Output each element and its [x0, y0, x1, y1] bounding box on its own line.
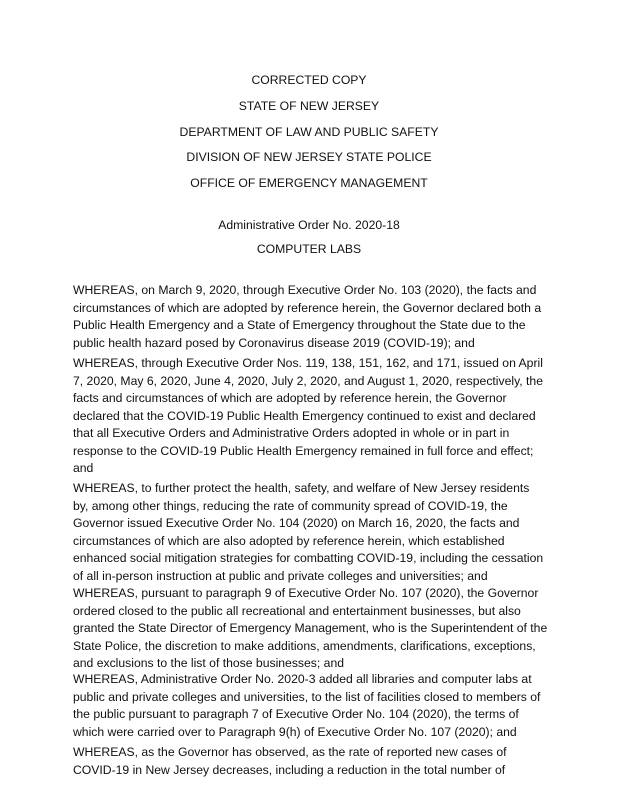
- paragraph-line: WHEREAS, pursuant to paragraph 9 of Executive Order No. 107 (2020), the Governor: [73, 586, 539, 600]
- paragraph-line: Public Health Emergency and a State of Emergency throughout the State due to the: [73, 318, 526, 332]
- paragraph-line: of all in-person instruction at public and private colleges and universities; and: [73, 568, 488, 583]
- paragraph-line: State Police, the discretion to make additions, amendments, clarifications, exceptions,: [73, 638, 536, 653]
- paragraph-line: circumstances of which are also adopted by reference herein, which established: [73, 533, 505, 548]
- paragraph-line: WHEREAS, Administrative Order No. 2020-3 added all libraries and computer labs at: [73, 672, 532, 686]
- whereas-paragraph-3: [73, 480, 553, 585]
- paragraph-line: WHEREAS, as the Governor has observed, as the rate of reported new cases of: [73, 745, 507, 759]
- paragraph-line: circumstances of which are adopted by reference herein, the Governor declared both a: [73, 300, 542, 315]
- paragraph-line: public and private colleges and universities, to the list of facilities closed to members of: [73, 689, 541, 704]
- order-title: COMPUTER LABS: [256, 242, 362, 256]
- paragraph-line: COVID-19 in New Jersey decreases, including a reduction in the total number of: [73, 762, 506, 777]
- paragraph-line: by, among other things, reducing the rate of community spread of COVID-19, the: [73, 498, 508, 513]
- paragraph-line: public health hazard posed by Coronavirus disease 2019 (COVID-19); and: [73, 335, 475, 350]
- paragraph-line: ordered closed to the public all recreational and entertainment businesses, but also: [73, 603, 521, 618]
- whereas-paragraph-2: [73, 355, 553, 478]
- paragraph-line: WHEREAS, to further protect the health, safety, and welfare of New Jersey residents: [73, 481, 530, 495]
- paragraph-line: enhanced social mitigation strategies for combatting COVID-19, including the cessation: [73, 551, 544, 565]
- office-heading: OFFICE OF EMERGENCY MANAGEMENT: [190, 176, 428, 190]
- paragraph-line: facts and circumstances of which are adopted by reference herein, the Governor: [73, 391, 507, 405]
- state-heading: STATE OF NEW JERSEY: [238, 99, 380, 113]
- paragraph-line: which were carried over to Paragraph 9(h) of Executive Order No. 107 (2020); and: [73, 724, 517, 739]
- whereas-paragraph-6: [73, 744, 553, 779]
- paragraph-line: 7, 2020, May 6, 2020, June 4, 2020, July 2, 2020, and August 1, 2020, respectively, the: [73, 373, 543, 388]
- paragraph-line: the public pursuant to paragraph 7 of Executive Order No. 104 (2020), the terms of: [73, 707, 519, 721]
- whereas-paragraph-1: [73, 282, 553, 352]
- paragraph-line: declared that the COVID-19 Public Health Emergency continued to exist and declared: [73, 408, 536, 423]
- paragraph-line: granted the State Director of Emergency Management, who is the Superintendent of the: [73, 621, 548, 635]
- division-heading: DIVISION OF NEW JERSEY STATE POLICE: [186, 150, 432, 164]
- paragraph-line: response to the COVID-19 Public Health Emergency remained in full force and effect;: [73, 443, 534, 458]
- paragraph-line: and: [73, 461, 94, 475]
- paragraph-line: that all Executive Orders and Administrative Orders adopted in whole or in part in: [73, 426, 510, 440]
- corrected-copy-heading: CORRECTED COPY: [251, 73, 367, 87]
- paragraph-line: WHEREAS, through Executive Order Nos. 119, 138, 151, 162, and 171, issued on April: [73, 356, 543, 370]
- whereas-paragraph-4: [73, 585, 553, 673]
- department-heading: DEPARTMENT OF LAW AND PUBLIC SAFETY: [179, 125, 439, 139]
- whereas-paragraph-5: [73, 671, 553, 741]
- paragraph-line: Governor issued Executive Order No. 104 (2020) on March 16, 2020, the facts and: [73, 516, 520, 530]
- paragraph-line: and exclusions to the list of those businesses; and: [73, 656, 344, 670]
- order-number: Administrative Order No. 2020-18: [218, 218, 400, 232]
- paragraph-line: WHEREAS, on March 9, 2020, through Executive Order No. 103 (2020), the facts and: [73, 283, 537, 297]
